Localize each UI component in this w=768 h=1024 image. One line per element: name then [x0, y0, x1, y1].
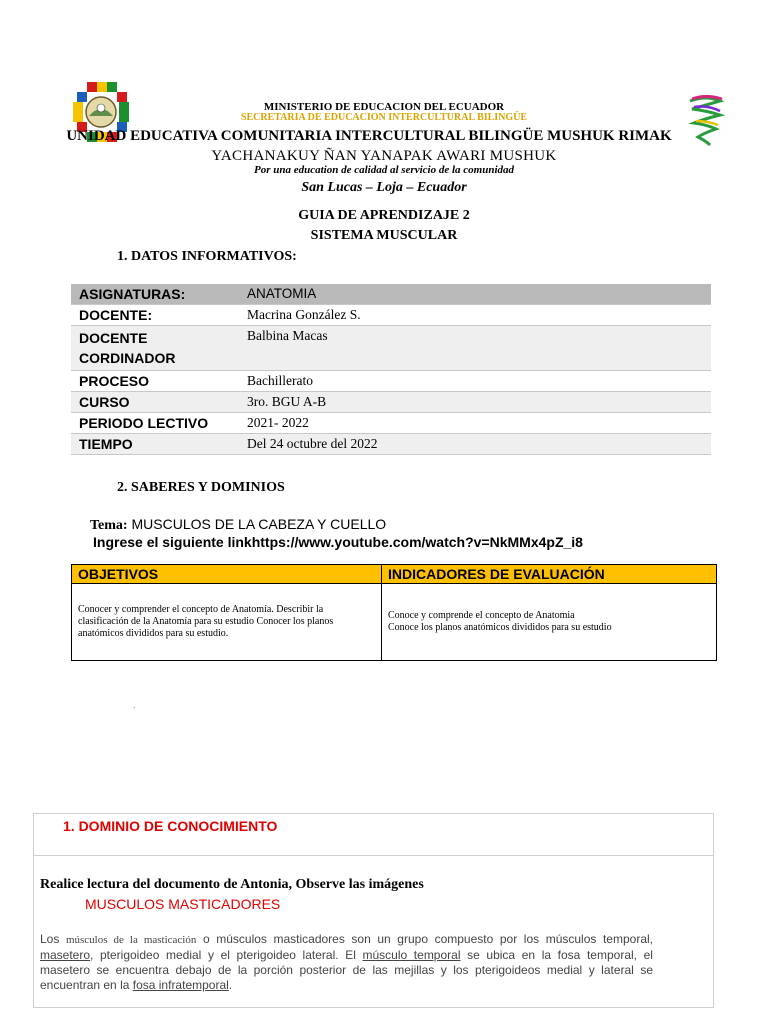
indicadores-cell [382, 584, 717, 661]
tema-line [90, 516, 386, 534]
table-row [71, 326, 711, 371]
objetivos-table [71, 564, 717, 661]
ministry-title: MINISTERIO DE EDUCACION DEL ECUADOR [263, 101, 505, 113]
datos-table [71, 284, 711, 455]
row-value: Del 24 octubre del 2022 [239, 434, 711, 455]
section-subtitle: MUSCULOS MASTICADORES [85, 896, 281, 912]
guide-title: GUIA DE APRENDIZAJE 2 [298, 208, 470, 223]
table-row [71, 434, 711, 455]
indicadores-header: INDICADORES DE EVALUACIÓN [382, 565, 717, 584]
table-row [71, 371, 711, 392]
link-fosa-infratemporal[interactable]: fosa infratemporal [132, 978, 229, 992]
row-key: PERIODO LECTIVO [71, 413, 239, 434]
objetivos-header: OBJETIVOS [72, 565, 382, 584]
body-paragraph: Los músculos de la masticación o músculos masticadores son un grupo compuesto por los músculos temporal, masetero, pterigoideo medial y el pterigoideo lateral. El músculo temporal se ubica en la fosa temporal, el masetero se encuentra debajo de la porción posterior de las mejillas y los pterigoideos medial y lateral se encuentran en la fosa infratemporal. [40, 932, 653, 992]
table-row [71, 413, 711, 434]
divider [33, 855, 713, 856]
row-key: PROCESO [71, 371, 239, 392]
link-musculo-temporal[interactable]: músculo temporal [362, 948, 461, 962]
table-row [71, 284, 711, 305]
youtube-link[interactable]: Ingrese el siguiente linkhttps://www.youtube.com/watch?v=NkMMx4pZ_i8 [93, 534, 583, 550]
row-key: DOCENTE CORDINADOR [71, 326, 239, 371]
row-key: ASIGNATURAS: [71, 284, 239, 305]
school-kichwa-name: YACHANAKUY ÑAN YANAPAK AWARI MUSHUK [211, 148, 557, 164]
link-musculos-masticacion[interactable]: músculos de la masticación [65, 934, 197, 946]
school-motto: Por una education de calidad al servicio de la comunidad [253, 164, 515, 176]
school-name: UNIDAD EDUCATIVA COMUNITARIA INTERCULTURAL BILINGÜE MUSHUK RIMAK [66, 128, 672, 144]
reading-instruction: Realice lectura del documento de Antonia, Observe las imágenes [40, 877, 424, 892]
row-value: Macrina González S. [239, 305, 711, 326]
row-key: DOCENTE: [71, 305, 239, 326]
link-masetero[interactable]: masetero [40, 948, 91, 962]
dominio-heading: 1. DOMINIO DE CONOCIMIENTO [63, 818, 278, 834]
row-value: 3ro. BGU A-B [239, 392, 711, 413]
guide-subtitle: SISTEMA MUSCULAR [310, 228, 458, 243]
row-value: Bachillerato [239, 371, 711, 392]
row-value: ANATOMIA [239, 284, 711, 305]
table-row [72, 584, 717, 661]
row-key: CURSO [71, 392, 239, 413]
saberes-heading: 2. SABERES Y DOMINIOS [117, 480, 285, 495]
datos-heading: 1. DATOS INFORMATIVOS: [117, 249, 297, 264]
indicador-1: Conoce y comprende el concepto de Anatomia [388, 610, 575, 621]
tema-label: Tema: [90, 518, 128, 533]
indicador-2: Conoce los planos anatómicos divididos para su estudio [388, 622, 612, 633]
school-location: San Lucas – Loja – Ecuador [301, 180, 467, 195]
table-header-row [72, 565, 717, 584]
stray-dot: . [133, 700, 136, 711]
tema-value: MUSCULOS DE LA CABEZA Y CUELLO [131, 516, 387, 532]
table-row [71, 392, 711, 413]
objetivos-cell: Conocer y comprender el concepto de Anatomía. Describir la clasificación de la Anatomía para su estudio Conocer los planos anatómicos divididos para su estudio. [72, 584, 382, 661]
row-value: 2021- 2022 [239, 413, 711, 434]
secretaria-title: SECRETARIA DE EDUCACION INTERCULTURAL BILINGÜE [240, 112, 528, 123]
table-row [71, 305, 711, 326]
row-key: TIEMPO [71, 434, 239, 455]
row-value: Balbina Macas [239, 326, 711, 371]
